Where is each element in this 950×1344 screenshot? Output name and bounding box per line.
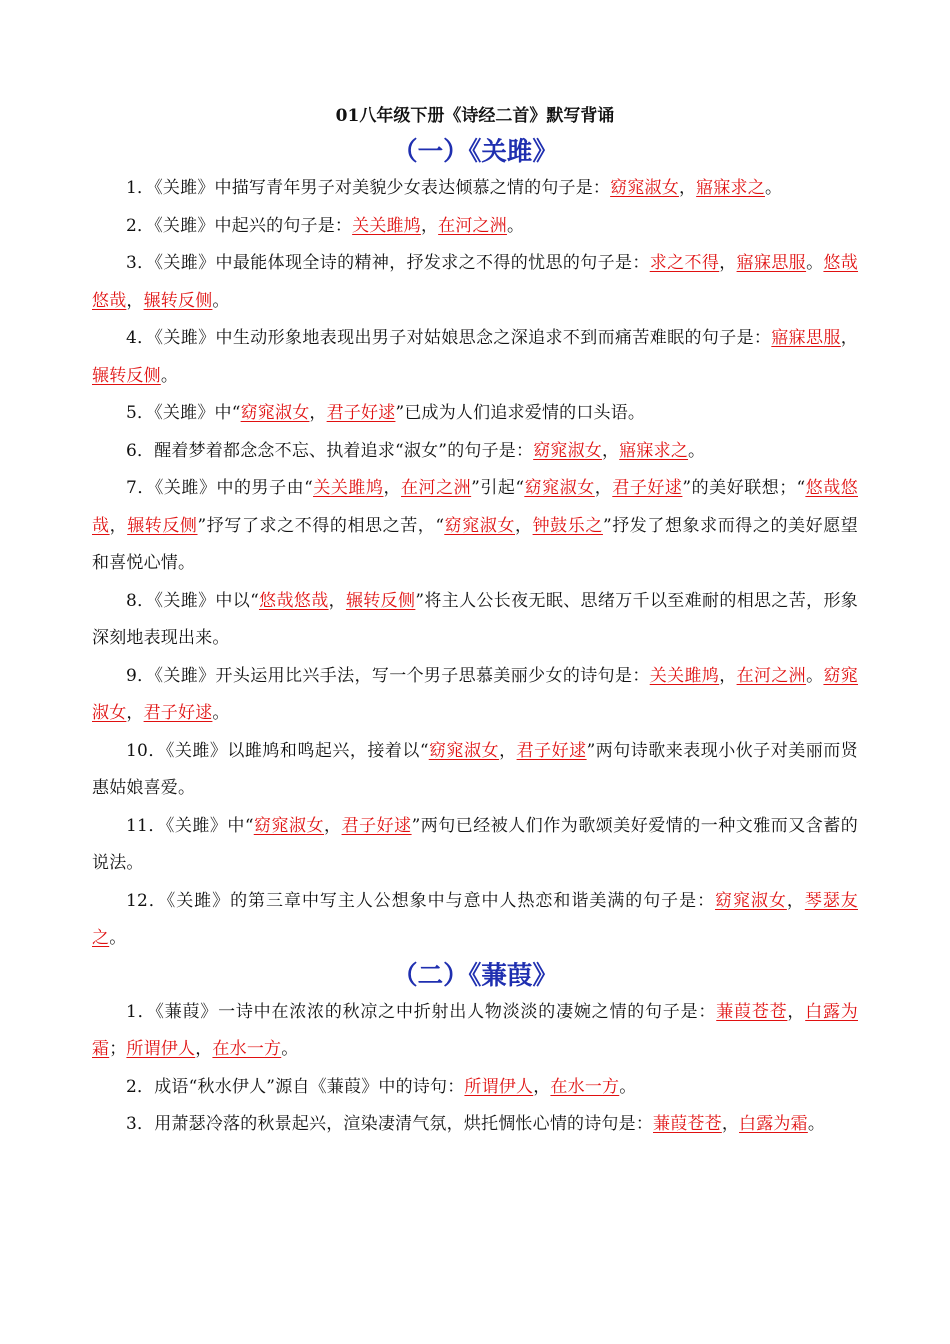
question-text: 2．成语“秋水伊人”源自《蒹葭》中的诗句： <box>126 1076 465 1097</box>
answer-text: 窈窕淑女 <box>253 815 325 836</box>
question-text: 3．用萧瑟冷落的秋景起兴，渲染凄清气氛，烘托惆怅心情的诗句是： <box>126 1114 654 1134</box>
answer-text: 窈窕淑女 <box>610 178 679 198</box>
question-text: ， <box>324 815 342 836</box>
question-text: ， <box>126 703 144 723</box>
answer-text: 白露为霜 <box>739 1114 808 1134</box>
question-text: 。 <box>806 665 824 686</box>
question-text: 。 <box>160 365 179 386</box>
answer-text: 窈窕淑女 <box>524 478 595 498</box>
question-text: 。 <box>506 215 525 236</box>
question-item <box>92 808 858 883</box>
answer-text: 求之不得 <box>649 253 720 273</box>
question-text: ， <box>721 1114 740 1134</box>
answer-text: 辗转反侧 <box>345 590 416 611</box>
question-text: 。 <box>109 928 127 948</box>
question-text: ”两句诗歌来表现小伙子对美丽而贤惠姑娘喜爱。 <box>92 740 859 798</box>
question-text: 12．《关雎》的第三章中写主人公想象中与意中人热恋和谐美满的句子是： <box>126 890 716 911</box>
question-text: ， <box>383 478 402 498</box>
question-text: ， <box>499 740 517 761</box>
question-text: 。 <box>212 290 230 311</box>
answer-text: 窈窕淑女 <box>428 740 500 761</box>
question-text: 。 <box>619 1076 637 1097</box>
answer-text: 窈窕淑女 <box>92 665 859 723</box>
answer-text: 所谓伊人 <box>126 1039 196 1059</box>
answer-text: 悠哉悠哉 <box>259 590 329 611</box>
sections-container <box>92 134 858 1144</box>
question-text: 10．《关雎》以雎鸠和鸣起兴，接着以“ <box>126 740 429 761</box>
question-text: 。 <box>281 1039 299 1059</box>
question-text: ”两句已经被人们作为歌颂美好爱情的一种文雅而又含蓄的说法。 <box>92 815 859 873</box>
answer-text: 在水一方 <box>550 1076 620 1097</box>
answer-text: 辗转反侧 <box>92 365 161 386</box>
question-text: 。 <box>807 1114 826 1134</box>
section-title: （二）《蒹葭》 <box>392 960 558 991</box>
answer-text: 君子好逑 <box>326 403 396 423</box>
question-text: 2．《关雎》中起兴的句子是： <box>126 215 353 236</box>
answer-text: 蒹葭苍苍 <box>653 1114 722 1134</box>
question-text: 6．醒着梦着都念念不忘、执着追求“淑女”的句子是： <box>126 440 534 461</box>
section-title: （一）《关雎》 <box>392 137 558 167</box>
question-text: 9．《关雎》开头运用比兴手法，写一个男子思慕美丽少女的诗句是： <box>126 665 650 686</box>
answer-text: 君子好逑 <box>341 815 412 836</box>
answer-text: 寤寐思服 <box>771 328 841 348</box>
question-text: ， <box>787 1001 806 1022</box>
question-text: 1．《关雎》中描写青年男子对美貌少女表达倾慕之情的句子是： <box>126 178 611 198</box>
question-item <box>92 1069 858 1107</box>
question-item <box>92 1106 858 1144</box>
question-item <box>92 320 858 395</box>
question-text: ”已成为人们追求爱情的口头语。 <box>395 403 646 423</box>
question-item <box>92 883 858 958</box>
question-text: 7．《关雎》中的男子由“ <box>126 478 314 498</box>
answer-text: 在水一方 <box>212 1039 282 1059</box>
question-text: ， <box>420 215 439 236</box>
question-text: ， <box>602 440 620 461</box>
question-item <box>92 395 858 433</box>
answer-text: 所谓伊人 <box>464 1076 534 1097</box>
document-page <box>92 98 858 1144</box>
answer-text: 白露为霜 <box>92 1001 858 1059</box>
answer-text: 窈窕淑女 <box>715 890 787 911</box>
question-text: 5．《关雎》中“ <box>126 403 241 423</box>
question-text: ， <box>309 403 327 423</box>
question-text: 11．《关雎》中“ <box>126 815 254 836</box>
question-text: ， <box>328 590 346 611</box>
answer-text: 寤寐思服 <box>736 253 807 273</box>
question-text: 。 <box>806 253 824 273</box>
question-text: ”抒发了想象求而得之的美好愿望和喜悦心情。 <box>92 515 858 573</box>
answer-text: 辗转反侧 <box>143 290 213 311</box>
question-item <box>92 170 858 208</box>
question-text: ， <box>533 1076 551 1097</box>
question-text: ， <box>195 1039 213 1059</box>
answer-text: 君子好逑 <box>143 703 213 723</box>
answer-text: 辗转反侧 <box>127 515 198 536</box>
question-item <box>92 583 858 658</box>
question-item <box>92 658 858 733</box>
question-text: ”的美好联想；“ <box>682 478 806 498</box>
question-item <box>92 245 858 320</box>
answer-text: 在河之洲 <box>401 478 472 498</box>
answer-text: 君子好逑 <box>612 478 683 498</box>
question-text: ”引起“ <box>471 478 525 498</box>
answer-text: 蒹葭苍苍 <box>716 1001 788 1022</box>
answer-text: 关关雎鸠 <box>649 665 720 686</box>
answer-text: 琴瑟友之 <box>92 890 858 948</box>
question-text: ； <box>109 1039 127 1059</box>
question-text: ， <box>719 253 737 273</box>
question-text: ”将主人公长夜无眠、思绪万千以至难耐的相思之苦，形象深刻地表现出来。 <box>92 590 858 648</box>
question-item <box>92 733 858 808</box>
answer-text: 窈窕淑女 <box>240 403 310 423</box>
question-text: ， <box>109 515 128 536</box>
question-text: ， <box>126 290 144 311</box>
question-text: 4．《关雎》中生动形象地表现出男子对姑娘思念之深追求不到而痛苦难眠的句子是： <box>126 328 772 348</box>
question-text: 。 <box>212 703 230 723</box>
question-text: ， <box>678 178 697 198</box>
answer-text: 窈窕淑女 <box>533 440 603 461</box>
answer-text: 在河之洲 <box>438 215 507 236</box>
answer-text: 关关雎鸠 <box>352 215 421 236</box>
question-text: ， <box>515 515 533 536</box>
question-text: 8．《关雎》中以“ <box>126 590 260 611</box>
document-title: 01八年级下册《诗经二首》默写背诵 <box>335 106 615 126</box>
answer-text: 寤寐求之 <box>696 178 765 198</box>
answer-text: 悠哉悠哉 <box>92 478 858 536</box>
question-text: 。 <box>764 178 783 198</box>
question-item <box>92 470 858 583</box>
question-text: 3．《关雎》中最能体现全诗的精神，抒发求之不得的忧思的句子是： <box>126 253 650 273</box>
answer-text: 窈窕淑女 <box>444 515 515 536</box>
answer-text: 在河之洲 <box>736 665 807 686</box>
answer-text: 悠哉悠哉 <box>92 253 859 311</box>
question-text: 1．《蒹葭》一诗中在浓浓的秋凉之中折射出人物淡淡的凄婉之情的句子是： <box>126 1001 717 1022</box>
question-text: ”抒写了求之不得的相思之苦，“ <box>197 515 445 536</box>
answer-text: 钟鼓乐之 <box>532 515 603 536</box>
question-item <box>92 433 858 471</box>
answer-text: 寤寐求之 <box>619 440 689 461</box>
question-item <box>92 994 858 1069</box>
answer-text: 君子好逑 <box>516 740 587 761</box>
question-text: ， <box>786 890 805 911</box>
question-text: ， <box>840 328 858 348</box>
question-text: ， <box>594 478 613 498</box>
question-text: 。 <box>688 440 706 461</box>
question-item <box>92 208 858 246</box>
question-text: ， <box>719 665 737 686</box>
answer-text: 关关雎鸠 <box>313 478 384 498</box>
